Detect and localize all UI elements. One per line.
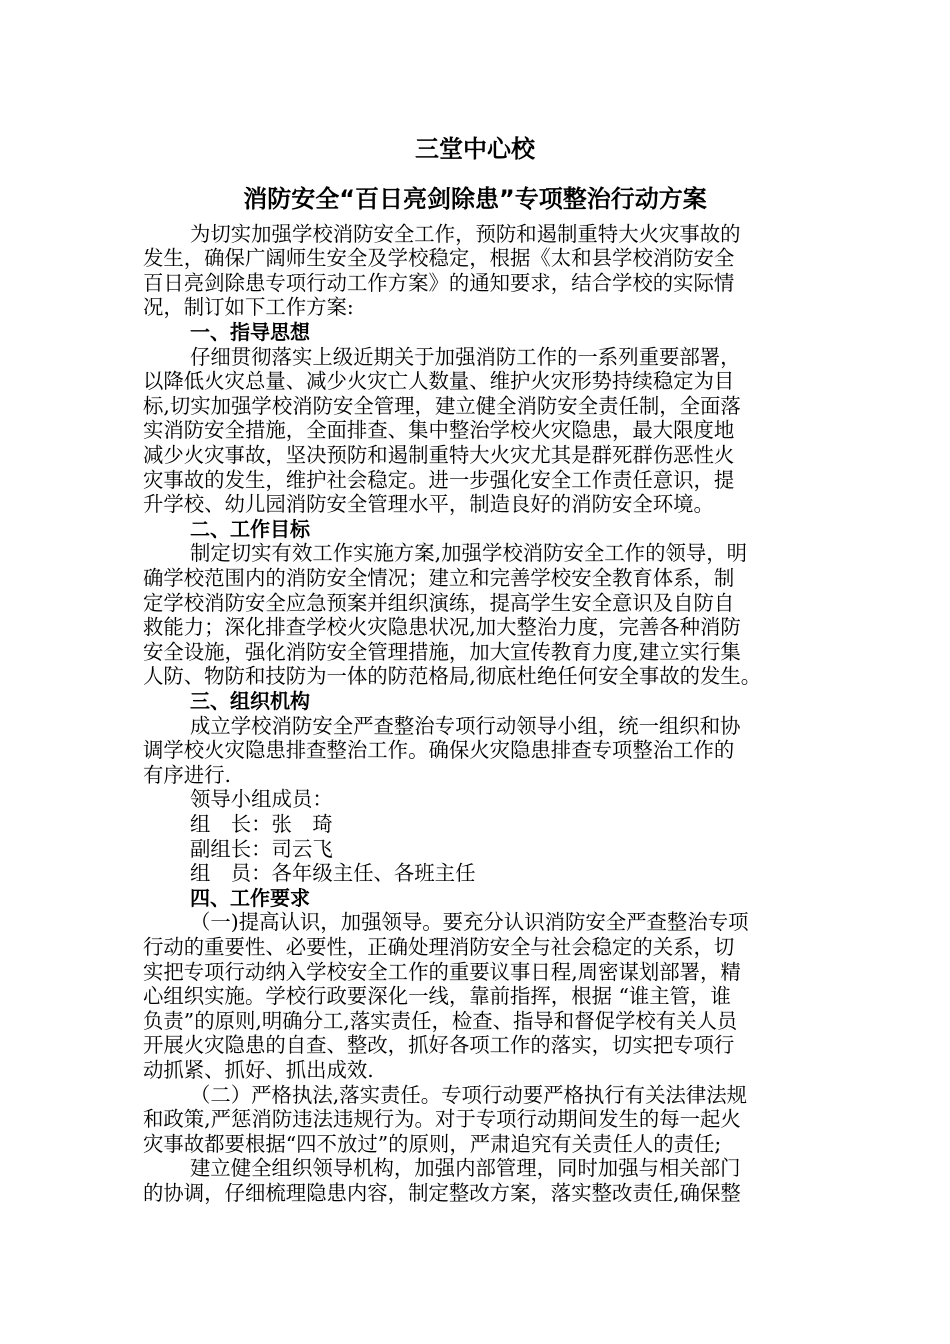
body-text-line: 升学校、幼儿园消防安全管理水平，制造良好的消防安全环境。 bbox=[143, 492, 714, 517]
body-text-line: 和政策,严惩消防违法违规行为。对于专项行动期间发生的每一起火 bbox=[143, 1107, 741, 1132]
body-text-line: 副组长：司云飞 bbox=[190, 836, 333, 861]
body-text-line: 调学校火灾隐患排查整治工作。确保火灾隐患排查专项整治工作的 bbox=[143, 738, 735, 763]
body-text-line: 标,切实加强学校消防安全管理，建立健全消防安全责任制，全面落 bbox=[143, 393, 741, 418]
body-text-line: （二）严格执法,落实责任。专项行动要严格执行有关法律法规 bbox=[190, 1082, 748, 1107]
body-text-line: 救能力；深化排查学校火灾隐患状况,加大整治力度，完善各种消防 bbox=[143, 615, 741, 640]
body-text-line: 灾事故的发生，维护社会稳定。进一步强化安全工作责任意识，提 bbox=[143, 467, 735, 492]
body-text-line: 动抓紧、抓好、抓出成效. bbox=[143, 1057, 374, 1082]
body-text-line: 仔细贯彻落实上级近期关于加强消防工作的一系列重要部署， bbox=[190, 344, 741, 369]
body-text-line: 发生，确保广阔师生安全及学校稳定，根据《太和县学校消防安全 bbox=[143, 246, 735, 271]
body-text-line: 行动的重要性、必要性，正确处理消防安全与社会稳定的关系，切 bbox=[143, 934, 735, 959]
body-text-line: 开展火灾隐患的自查、整改，抓好各项工作的落实，切实把专项行 bbox=[143, 1033, 735, 1058]
body-text-line: 况，制订如下工作方案: bbox=[143, 295, 354, 320]
body-text-line: 成立学校消防安全严查整治专项行动领导小组，统一组织和协 bbox=[190, 713, 741, 738]
section-heading: 二、工作目标 bbox=[190, 516, 310, 541]
body-text-line: 领导小组成员： bbox=[190, 787, 333, 812]
body-text-line: 确学校范围内的消防安全情况；建立和完善学校安全教育体系，制 bbox=[143, 565, 735, 590]
body-text-line: 心组织实施。学校行政要深化一线，靠前指挥，根据 “谁主管，谁 bbox=[143, 984, 731, 1009]
section-heading: 三、组织机构 bbox=[190, 688, 310, 713]
document-title: 三堂中心校 bbox=[415, 135, 535, 163]
body-text-line: 有序进行. bbox=[143, 762, 232, 787]
body-text-line: 负责”的原则,明确分工,落实责任，检查、指导和督促学校有关人员 bbox=[143, 1008, 738, 1033]
body-text-line: 组 长：张 琦 bbox=[190, 811, 333, 836]
body-text-line: 建立健全组织领导机构，加强内部管理，同时加强与相关部门 bbox=[190, 1156, 741, 1181]
body-text-line: 以降低火灾总量、减少火灾亡人数量、维护火灾形势持续稳定为目 bbox=[143, 369, 735, 394]
body-text-line: 百日亮剑除患专项行动工作方案》的通知要求，结合学校的实际情 bbox=[143, 270, 735, 295]
body-text-line: 减少火灾事故，坚决预防和遏制重特大火灾尤其是群死群伤恶性火 bbox=[143, 442, 735, 467]
section-heading: 四、工作要求 bbox=[190, 885, 310, 910]
body-text-line: （一)提高认识，加强领导。要充分认识消防安全严查整治专项 bbox=[190, 910, 749, 935]
body-text-line: 定学校消防安全应急预案并组织演练，提高学生安全意识及自防自 bbox=[143, 590, 735, 615]
body-text-line: 灾事故都要根据“四不放过”的原则，严肃追究有关责任人的责任; bbox=[143, 1131, 722, 1156]
body-text-line: 实把专项行动纳入学校安全工作的重要议事日程,周密谋划部署，精 bbox=[143, 959, 741, 984]
body-text-line: 的协调，仔细梳理隐患内容，制定整改方案，落实整改责任,确保整 bbox=[143, 1180, 741, 1205]
section-heading: 一、指导思想 bbox=[190, 319, 310, 344]
document-subtitle: 消防安全“百日亮剑除患”专项整治行动方案 bbox=[243, 185, 707, 213]
body-text-line: 制定切实有效工作实施方案,加强学校消防安全工作的领导，明 bbox=[190, 541, 748, 566]
body-text-line: 安全设施，强化消防安全管理措施，加大宣传教育力度,建立实行集 bbox=[143, 639, 741, 664]
body-text-line: 实消防安全措施，全面排查、集中整治学校火灾隐患，最大限度地 bbox=[143, 418, 735, 443]
body-text-line: 人防、物防和技防为一体的防范格局,彻底杜绝任何安全事故的发生。 bbox=[143, 664, 762, 689]
body-text-line: 组 员：各年级主任、各班主任 bbox=[190, 861, 476, 886]
body-text-line: 为切实加强学校消防安全工作，预防和遏制重特大火灾事故的 bbox=[190, 221, 741, 246]
